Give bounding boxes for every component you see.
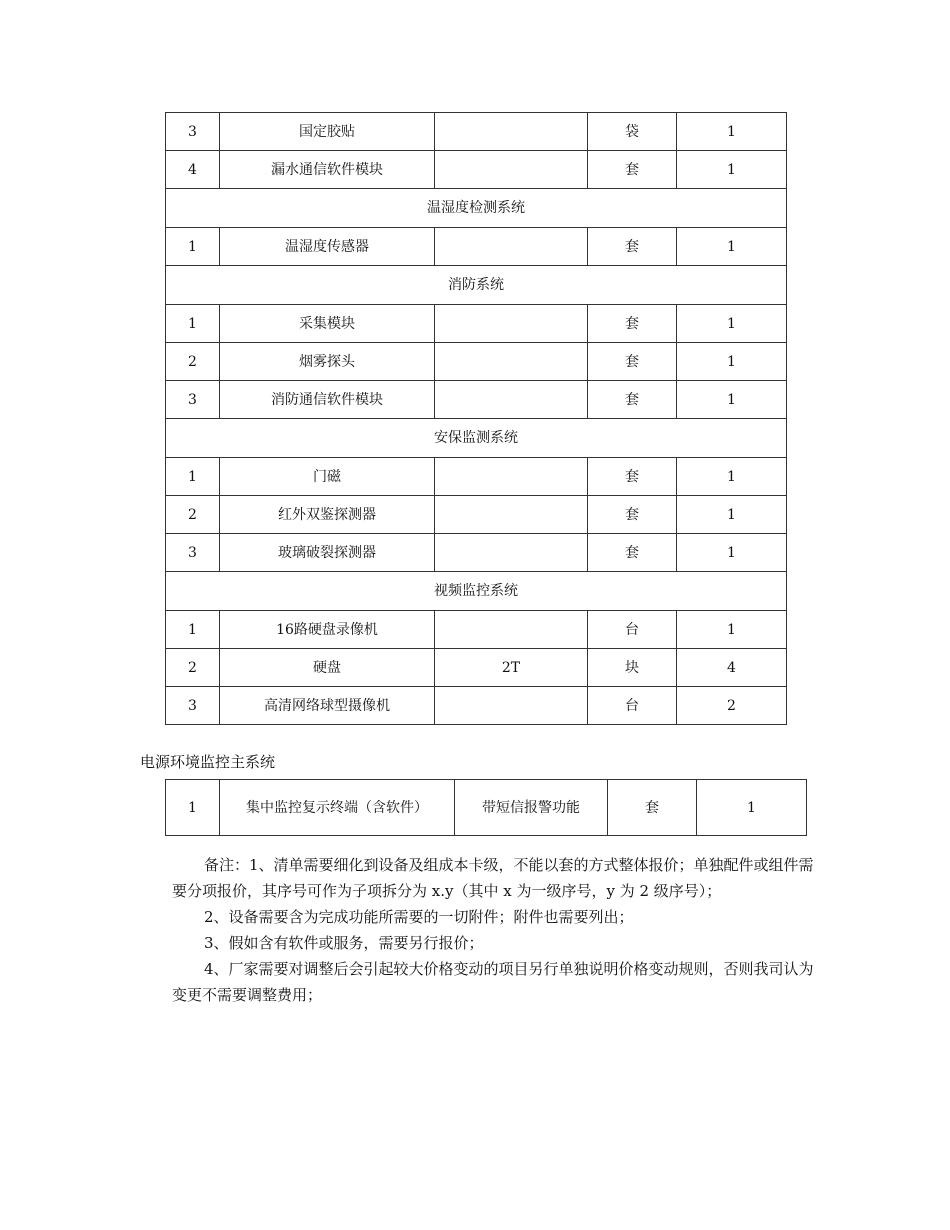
section-header-row — [166, 572, 787, 611]
table-row — [166, 305, 787, 343]
cell-spec — [435, 228, 588, 266]
table-row — [166, 496, 787, 534]
table-row — [166, 649, 787, 687]
cell-unit: 套 — [588, 381, 677, 419]
cell-qty: 1 — [677, 343, 787, 381]
cell-no: 3 — [166, 687, 220, 725]
cell-spec — [435, 305, 588, 343]
section-title: 视频监控系统 — [166, 572, 787, 611]
cell-no: 1 — [166, 780, 220, 836]
cell-spec — [435, 458, 588, 496]
cell-spec — [435, 113, 588, 151]
cell-no: 1 — [166, 228, 220, 266]
cell-no: 2 — [166, 343, 220, 381]
cell-name: 门磁 — [220, 458, 435, 496]
cell-unit: 套 — [588, 343, 677, 381]
cell-no: 2 — [166, 649, 220, 687]
cell-spec: 带短信报警功能 — [455, 780, 608, 836]
cell-unit: 套 — [588, 151, 677, 189]
cell-qty: 1 — [697, 780, 807, 836]
cell-qty: 1 — [677, 381, 787, 419]
table-row — [166, 611, 787, 649]
cell-name: 温湿度传感器 — [220, 228, 435, 266]
cell-qty: 1 — [677, 534, 787, 572]
cell-spec — [435, 496, 588, 534]
cell-name: 消防通信软件模块 — [220, 381, 435, 419]
cell-no: 1 — [166, 305, 220, 343]
cell-no: 3 — [166, 534, 220, 572]
cell-qty: 4 — [677, 649, 787, 687]
cell-qty: 2 — [677, 687, 787, 725]
cell-spec: 2T — [435, 649, 588, 687]
section-title: 安保监测系统 — [166, 419, 787, 458]
cell-no: 1 — [166, 458, 220, 496]
cell-unit: 套 — [588, 228, 677, 266]
cell-unit: 块 — [588, 649, 677, 687]
cell-qty: 1 — [677, 113, 787, 151]
table-row — [166, 151, 787, 189]
cell-name: 集中监控复示终端（含软件） — [220, 780, 455, 836]
cell-no: 2 — [166, 496, 220, 534]
cell-unit: 套 — [608, 780, 697, 836]
cell-qty: 1 — [677, 496, 787, 534]
note-2: 2、设备需要含为完成功能所需要的一切附件；附件也需要列出； — [204, 908, 634, 926]
cell-no: 4 — [166, 151, 220, 189]
cell-spec — [435, 687, 588, 725]
cell-name: 玻璃破裂探测器 — [220, 534, 435, 572]
note-3: 3、假如含有软件或服务，需要另行报价； — [204, 934, 484, 952]
cell-name: 烟雾探头 — [220, 343, 435, 381]
note-1: 备注：1、清单需要细化到设备及组成本卡级，不能以套的方式整体报价；单独配件或组件需要分项报价，其序号可作为子项拆分为 x.y（其中 x 为一级序号，y 为 2 级序号）； — [172, 856, 814, 900]
cell-qty: 1 — [677, 611, 787, 649]
section-header-row — [166, 419, 787, 458]
cell-name: 国定胶贴 — [220, 113, 435, 151]
cell-no: 3 — [166, 113, 220, 151]
table-row — [166, 458, 787, 496]
cell-unit: 套 — [588, 496, 677, 534]
notes — [172, 852, 814, 1008]
table-row — [166, 228, 787, 266]
table-row — [166, 343, 787, 381]
equipment-table — [165, 112, 787, 725]
cell-name: 红外双鉴探测器 — [220, 496, 435, 534]
cell-unit: 袋 — [588, 113, 677, 151]
cell-unit: 台 — [588, 687, 677, 725]
cell-name: 硬盘 — [220, 649, 435, 687]
table-row — [166, 381, 787, 419]
cell-name: 采集模块 — [220, 305, 435, 343]
cell-unit: 套 — [588, 534, 677, 572]
cell-unit: 套 — [588, 305, 677, 343]
section-title: 温湿度检测系统 — [166, 189, 787, 228]
cell-name: 高清网络球型摄像机 — [220, 687, 435, 725]
cell-unit: 套 — [588, 458, 677, 496]
section-title: 消防系统 — [166, 266, 787, 305]
section-header-row — [166, 189, 787, 228]
cell-name: 漏水通信软件模块 — [220, 151, 435, 189]
cell-spec — [435, 343, 588, 381]
cell-unit: 台 — [588, 611, 677, 649]
main-system-title: 电源环境监控主系统 — [140, 753, 276, 771]
cell-qty: 1 — [677, 305, 787, 343]
cell-spec — [435, 611, 588, 649]
section-header-row — [166, 266, 787, 305]
cell-no: 3 — [166, 381, 220, 419]
cell-name: 16路硬盘录像机 — [220, 611, 435, 649]
main-system-table — [165, 779, 807, 836]
table-row — [166, 534, 787, 572]
cell-no: 1 — [166, 611, 220, 649]
table-row — [166, 687, 787, 725]
cell-spec — [435, 381, 588, 419]
cell-qty: 1 — [677, 458, 787, 496]
cell-qty: 1 — [677, 228, 787, 266]
note-4: 4、厂家需要对调整后会引起较大价格变动的项目另行单独说明价格变动规则，否则我司认为变更不需要调整费用； — [172, 960, 814, 1004]
cell-spec — [435, 534, 588, 572]
table-row — [166, 780, 807, 836]
table-row — [166, 113, 787, 151]
cell-spec — [435, 151, 588, 189]
cell-qty: 1 — [677, 151, 787, 189]
